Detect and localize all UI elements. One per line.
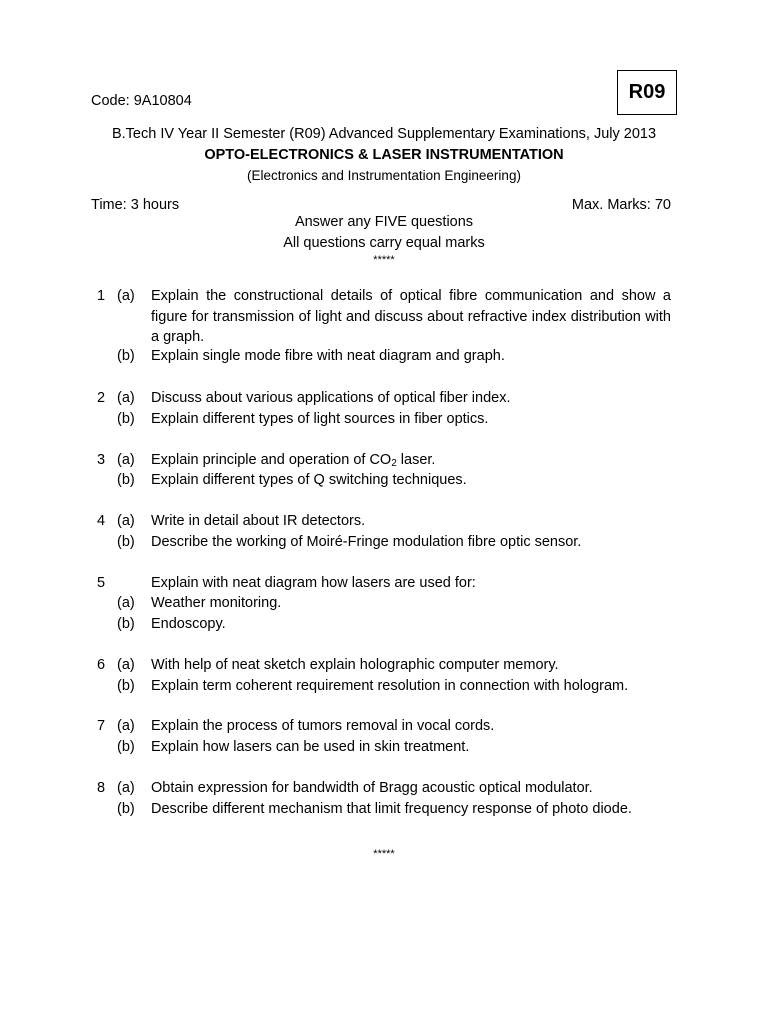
question-number: 4 [97,513,106,529]
part-text: Explain single mode fibre with neat diagram and graph. [151,348,505,364]
part-text: Discuss about various applications of optical fiber index. [151,390,511,406]
part-label: (b) [117,678,135,694]
question-number: 6 [97,657,106,673]
part-text: Obtain expression for bandwidth of Bragg acoustic optical modulator. [151,780,593,796]
part-label: (b) [117,616,135,632]
part-label: (a) [117,718,135,734]
question-number: 8 [97,780,106,796]
part-label: (a) [117,390,135,406]
part-text: Explain the constructional details of optical fibre communication and show a figure for transmission of light and discuss about refractive index distribution with a graph. [151,288,671,345]
part-text: Explain how lasers can be used in skin treatment. [151,739,470,755]
exam-title: B.Tech IV Year II Semester (R09) Advanced Supplementary Examinations, July 2013 [111,126,657,142]
part-label: (a) [117,657,135,673]
part-text: Describe different mechanism that limit frequency response of photo diode. [151,801,632,817]
part-label: (b) [117,411,135,427]
part-label: (a) [117,452,135,468]
question-stem: Explain with neat diagram how lasers are used for: [151,575,476,591]
part-text: Explain the process of tumors removal in vocal cords. [151,718,495,734]
part-text: Explain term coherent requirement resolution in connection with hologram. [151,678,629,694]
part-text: Explain different types of light sources in fiber optics. [151,411,489,427]
part-label: (a) [117,513,135,529]
part-label: (b) [117,801,135,817]
question-number: 2 [97,390,106,406]
question-number: 5 [97,575,106,591]
footer-separator: ***** [373,848,395,860]
part-label: (b) [117,348,135,364]
part-label: (b) [117,472,135,488]
part-text [151,452,435,469]
question-number: 7 [97,718,106,734]
part-text-tail: laser. [396,452,436,468]
paper-code: Code: 9A10804 [91,93,192,109]
question-number: 1 [97,288,106,304]
instruction-answer: Answer any FIVE questions [294,214,474,230]
instruction-marks: All questions carry equal marks [283,235,485,251]
part-label: (a) [117,595,135,611]
part-text: Weather monitoring. [151,595,282,611]
part-text: Write in detail about IR detectors. [151,513,366,529]
max-marks: Max. Marks: 70 [571,197,671,213]
subject-title: OPTO-ELECTRONICS & LASER INSTRUMENTATION [204,147,564,163]
part-text: Endoscopy. [151,616,226,632]
part-text-main: Explain principle and operation of CO [151,452,392,468]
exam-time: Time: 3 hours [91,197,180,213]
part-label: (a) [117,288,135,304]
regulation-box [617,70,677,115]
question-number: 3 [97,452,106,468]
part-text: Describe the working of Moiré-Fringe modulation fibre optic sensor. [151,534,582,550]
header-separator: ***** [373,254,395,266]
part-text: Explain different types of Q switching techniques. [151,472,467,488]
part-text: With help of neat sketch explain holographic computer memory. [151,657,559,673]
branch-name: (Electronics and Instrumentation Engineering) [247,168,521,183]
part-label: (a) [117,780,135,796]
regulation-label: R09 [628,81,666,103]
part-label: (b) [117,534,135,550]
part-label: (b) [117,739,135,755]
subscript: 2 [391,458,397,469]
